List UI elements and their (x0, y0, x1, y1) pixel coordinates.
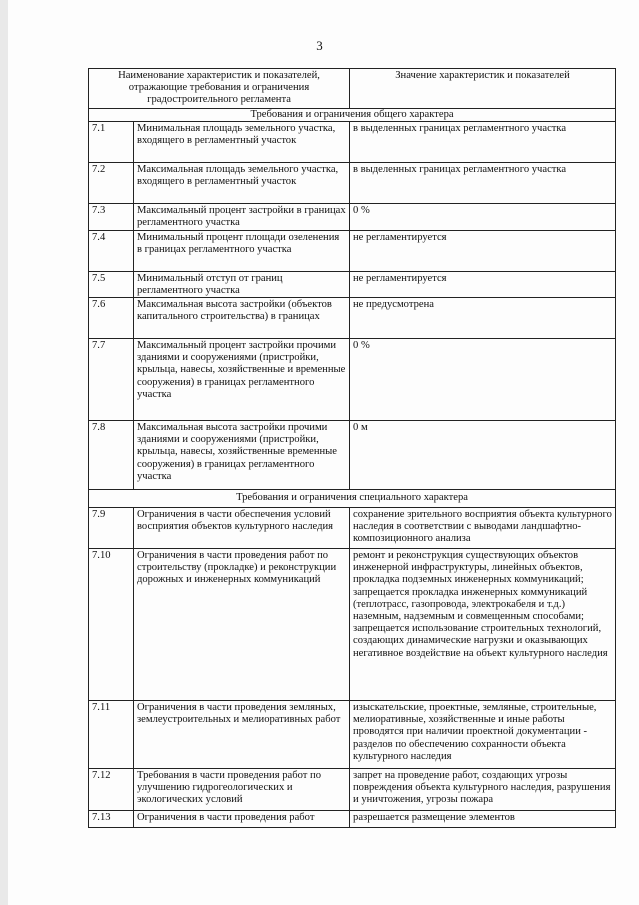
row-value: 0 % (350, 204, 616, 230)
page-number: 3 (316, 38, 323, 53)
row-number: 7.2 (89, 163, 134, 204)
table-row (89, 298, 616, 339)
scan-edge (0, 0, 8, 905)
table-row (89, 230, 616, 271)
row-value: ремонт и реконструкция существующих объектов инженерной инфраструктуры, линейных объектов, прокладка подземных инженерных коммуникаций; запрещается прокладка инженерных коммуникаций (теплотрасс, газопровода, электрокабеля и т.д.) наземным, надземным и совмещенным способами; запрещается использование строительных технологий, создающих динамические нагрузки и оказывающих негативное воздействие на объект культурного наследия (350, 549, 616, 701)
table-row (89, 122, 616, 163)
row-value: в выделенных границах регламентного участка (350, 122, 616, 163)
row-value: в выделенных границах регламентного участка (350, 163, 616, 204)
row-name: Максимальная высота застройки прочими зданиями и сооружениями (пристройки, крыльца, навесы, хозяйственные временные сооружения) в границах регламентного участка (134, 421, 350, 490)
section-general-title: Требования и ограничения общего характера (89, 109, 616, 122)
section-special-row (89, 490, 616, 508)
table-header-row (89, 69, 616, 109)
table-row (89, 508, 616, 549)
row-name: Минимальный отступ от границ регламентного участка (134, 271, 350, 297)
row-value: не регламентируется (350, 271, 616, 297)
table-row (89, 204, 616, 230)
row-number: 7.8 (89, 421, 134, 490)
table-row (89, 769, 616, 811)
row-value: запрет на проведение работ, создающих угрозы повреждения объекта культурного наследия, разрушения и уничтожения, угрозы пожара (350, 769, 616, 811)
row-value: сохранение зрительного восприятия объекта культурного наследия в соответствии с выводами ландшафтно-композиционного анализа (350, 508, 616, 549)
table-row (89, 549, 616, 701)
regulation-table (88, 68, 616, 828)
row-name: Максимальная площадь земельного участка, входящего в регламентный участок (134, 163, 350, 204)
row-name: Максимальный процент застройки в границах регламентного участка (134, 204, 350, 230)
row-value: 0 % (350, 339, 616, 421)
row-name: Максимальный процент застройки прочими зданиями и сооружениями (пристройки, крыльца, навесы, хозяйственные и временные сооружения) в границах регламентного участка (134, 339, 350, 421)
table-row (89, 271, 616, 297)
row-name: Ограничения в части проведения работ по строительству (прокладке) и реконструкции дорожных и инженерных коммуникаций (134, 549, 350, 701)
row-value: не регламентируется (350, 230, 616, 271)
row-name: Ограничения в части проведения работ (134, 811, 350, 828)
table-row (89, 811, 616, 828)
row-value: изыскательские, проектные, земляные, строительные, мелиоративные, хозяйственные и иные работы проводятся при наличии проектной документации - разделов по обеспечению сохранности объекта культурного наследия (350, 701, 616, 769)
header-value-column: Значение характеристик и показателей (350, 69, 616, 109)
row-number: 7.1 (89, 122, 134, 163)
row-number: 7.9 (89, 508, 134, 549)
row-name: Максимальная высота застройки (объектов капитального строительства) в границах (134, 298, 350, 339)
table-row (89, 701, 616, 769)
row-value: разрешается размещение элементов (350, 811, 616, 828)
row-number: 7.13 (89, 811, 134, 828)
row-number: 7.11 (89, 701, 134, 769)
row-number: 7.10 (89, 549, 134, 701)
row-number: 7.3 (89, 204, 134, 230)
row-number: 7.6 (89, 298, 134, 339)
row-value: 0 м (350, 421, 616, 490)
row-number: 7.12 (89, 769, 134, 811)
row-number: 7.7 (89, 339, 134, 421)
table-row (89, 421, 616, 490)
row-name: Ограничения в части проведения земляных, землеустроительных и мелиоративных работ (134, 701, 350, 769)
row-name: Минимальная площадь земельного участка, входящего в регламентный участок (134, 122, 350, 163)
row-name: Требования в части проведения работ по улучшению гидрогеологических и экологических условий (134, 769, 350, 811)
row-name: Ограничения в части обеспечения условий восприятия объектов культурного наследия (134, 508, 350, 549)
table-row (89, 163, 616, 204)
section-special-title: Требования и ограничения специального характера (89, 490, 616, 508)
header-name-column: Наименование характеристик и показателей, отражающие требования и ограничения градостроительного регламента (89, 69, 350, 109)
row-name: Минимальный процент площади озеленения в границах регламентного участка (134, 230, 350, 271)
section-general-row (89, 109, 616, 122)
table-row (89, 339, 616, 421)
row-value: не предусмотрена (350, 298, 616, 339)
row-number: 7.4 (89, 230, 134, 271)
row-number: 7.5 (89, 271, 134, 297)
